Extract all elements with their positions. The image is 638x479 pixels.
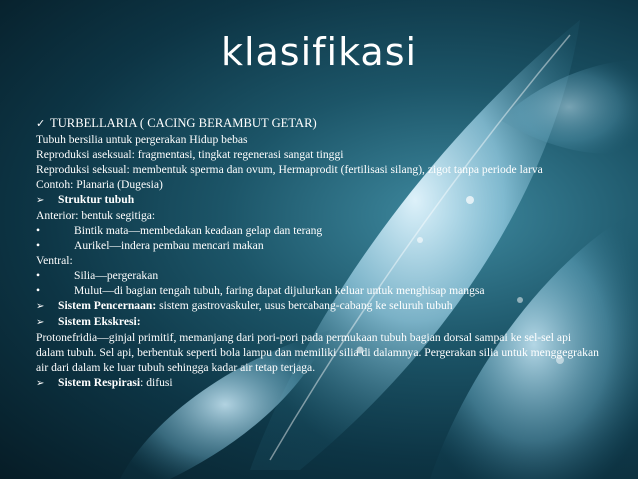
dot-bullet-icon: • (36, 284, 41, 297)
section-label: Sistem Respirasi (58, 376, 141, 389)
section-respirasi (36, 375, 602, 391)
text-line: Protonefridia—ginjal primitif, memanjang dari pori-pori pada permukaan tubuh bagian dorsal sampai ke sel-sel api dalam tubuh. Sel api, berbentuk seperti bola lampu dan memiliki silia di dalamnya. Pergerakan silia untuk menggegrakan air dari dalam ke luar tubuh sehingga kadar air tetap terjaga. (36, 331, 599, 374)
arrow-bullet-icon: ➢ (36, 378, 45, 389)
section-label: Sistem Ekskresi: (58, 315, 141, 328)
bullet-item (36, 268, 602, 283)
text-line: Anterior: bentuk segitiga: (36, 209, 156, 222)
dot-bullet-icon: • (36, 224, 41, 237)
bullet-item (36, 223, 602, 238)
text-line: Reproduksi aseksual: fragmentasi, tingkat regenerasi sangat tinggi (36, 148, 344, 161)
text-line: Reproduksi seksual: membentuk sperma dan ovum, Hermaprodit (fertilisasi silang), zigot tanpa periode larva (36, 163, 543, 176)
text-line: Ventral: (36, 254, 73, 267)
section-ekskresi (36, 314, 602, 330)
bullet-text: Aurikel—indera pembau mencari makan (74, 239, 264, 252)
section-text: : difusi (140, 376, 173, 389)
section-label: Struktur tubuh (58, 193, 135, 206)
bullet-item (36, 238, 602, 253)
dot-bullet-icon: • (36, 269, 41, 282)
bullet-text: Bintik mata—membedakan keadaan gelap dan terang (74, 224, 323, 237)
text-line: Tubuh bersilia untuk pergerakan Hidup bebas (36, 133, 248, 146)
bullet-text: Mulut—di bagian tengah tubuh, faring dapat dijulurkan keluar untuk menghisap mangsa (74, 284, 485, 297)
heading-line (36, 116, 602, 132)
section-pencernaan (36, 298, 602, 314)
slide-title: klasifikasi (220, 30, 418, 74)
arrow-bullet-icon: ➢ (36, 301, 45, 312)
section-text: sistem gastrovaskuler, usus bercabang-cabang ke seluruh tubuh (156, 299, 453, 312)
text-line: Contoh: Planaria (Dugesia) (36, 178, 163, 191)
bullet-item (36, 283, 602, 298)
arrow-bullet-icon: ➢ (36, 195, 45, 206)
checkmark-icon: ✓ (36, 118, 46, 130)
bullet-text: Silia—pergerakan (74, 269, 159, 282)
section-label: Sistem Pencernaan: (58, 299, 157, 312)
section-struktur (36, 192, 602, 208)
dot-bullet-icon: • (36, 239, 41, 252)
arrow-bullet-icon: ➢ (36, 317, 45, 328)
slide-body (36, 116, 602, 391)
heading-text: TURBELLARIA ( CACING BERAMBUT GETAR) (50, 116, 317, 130)
